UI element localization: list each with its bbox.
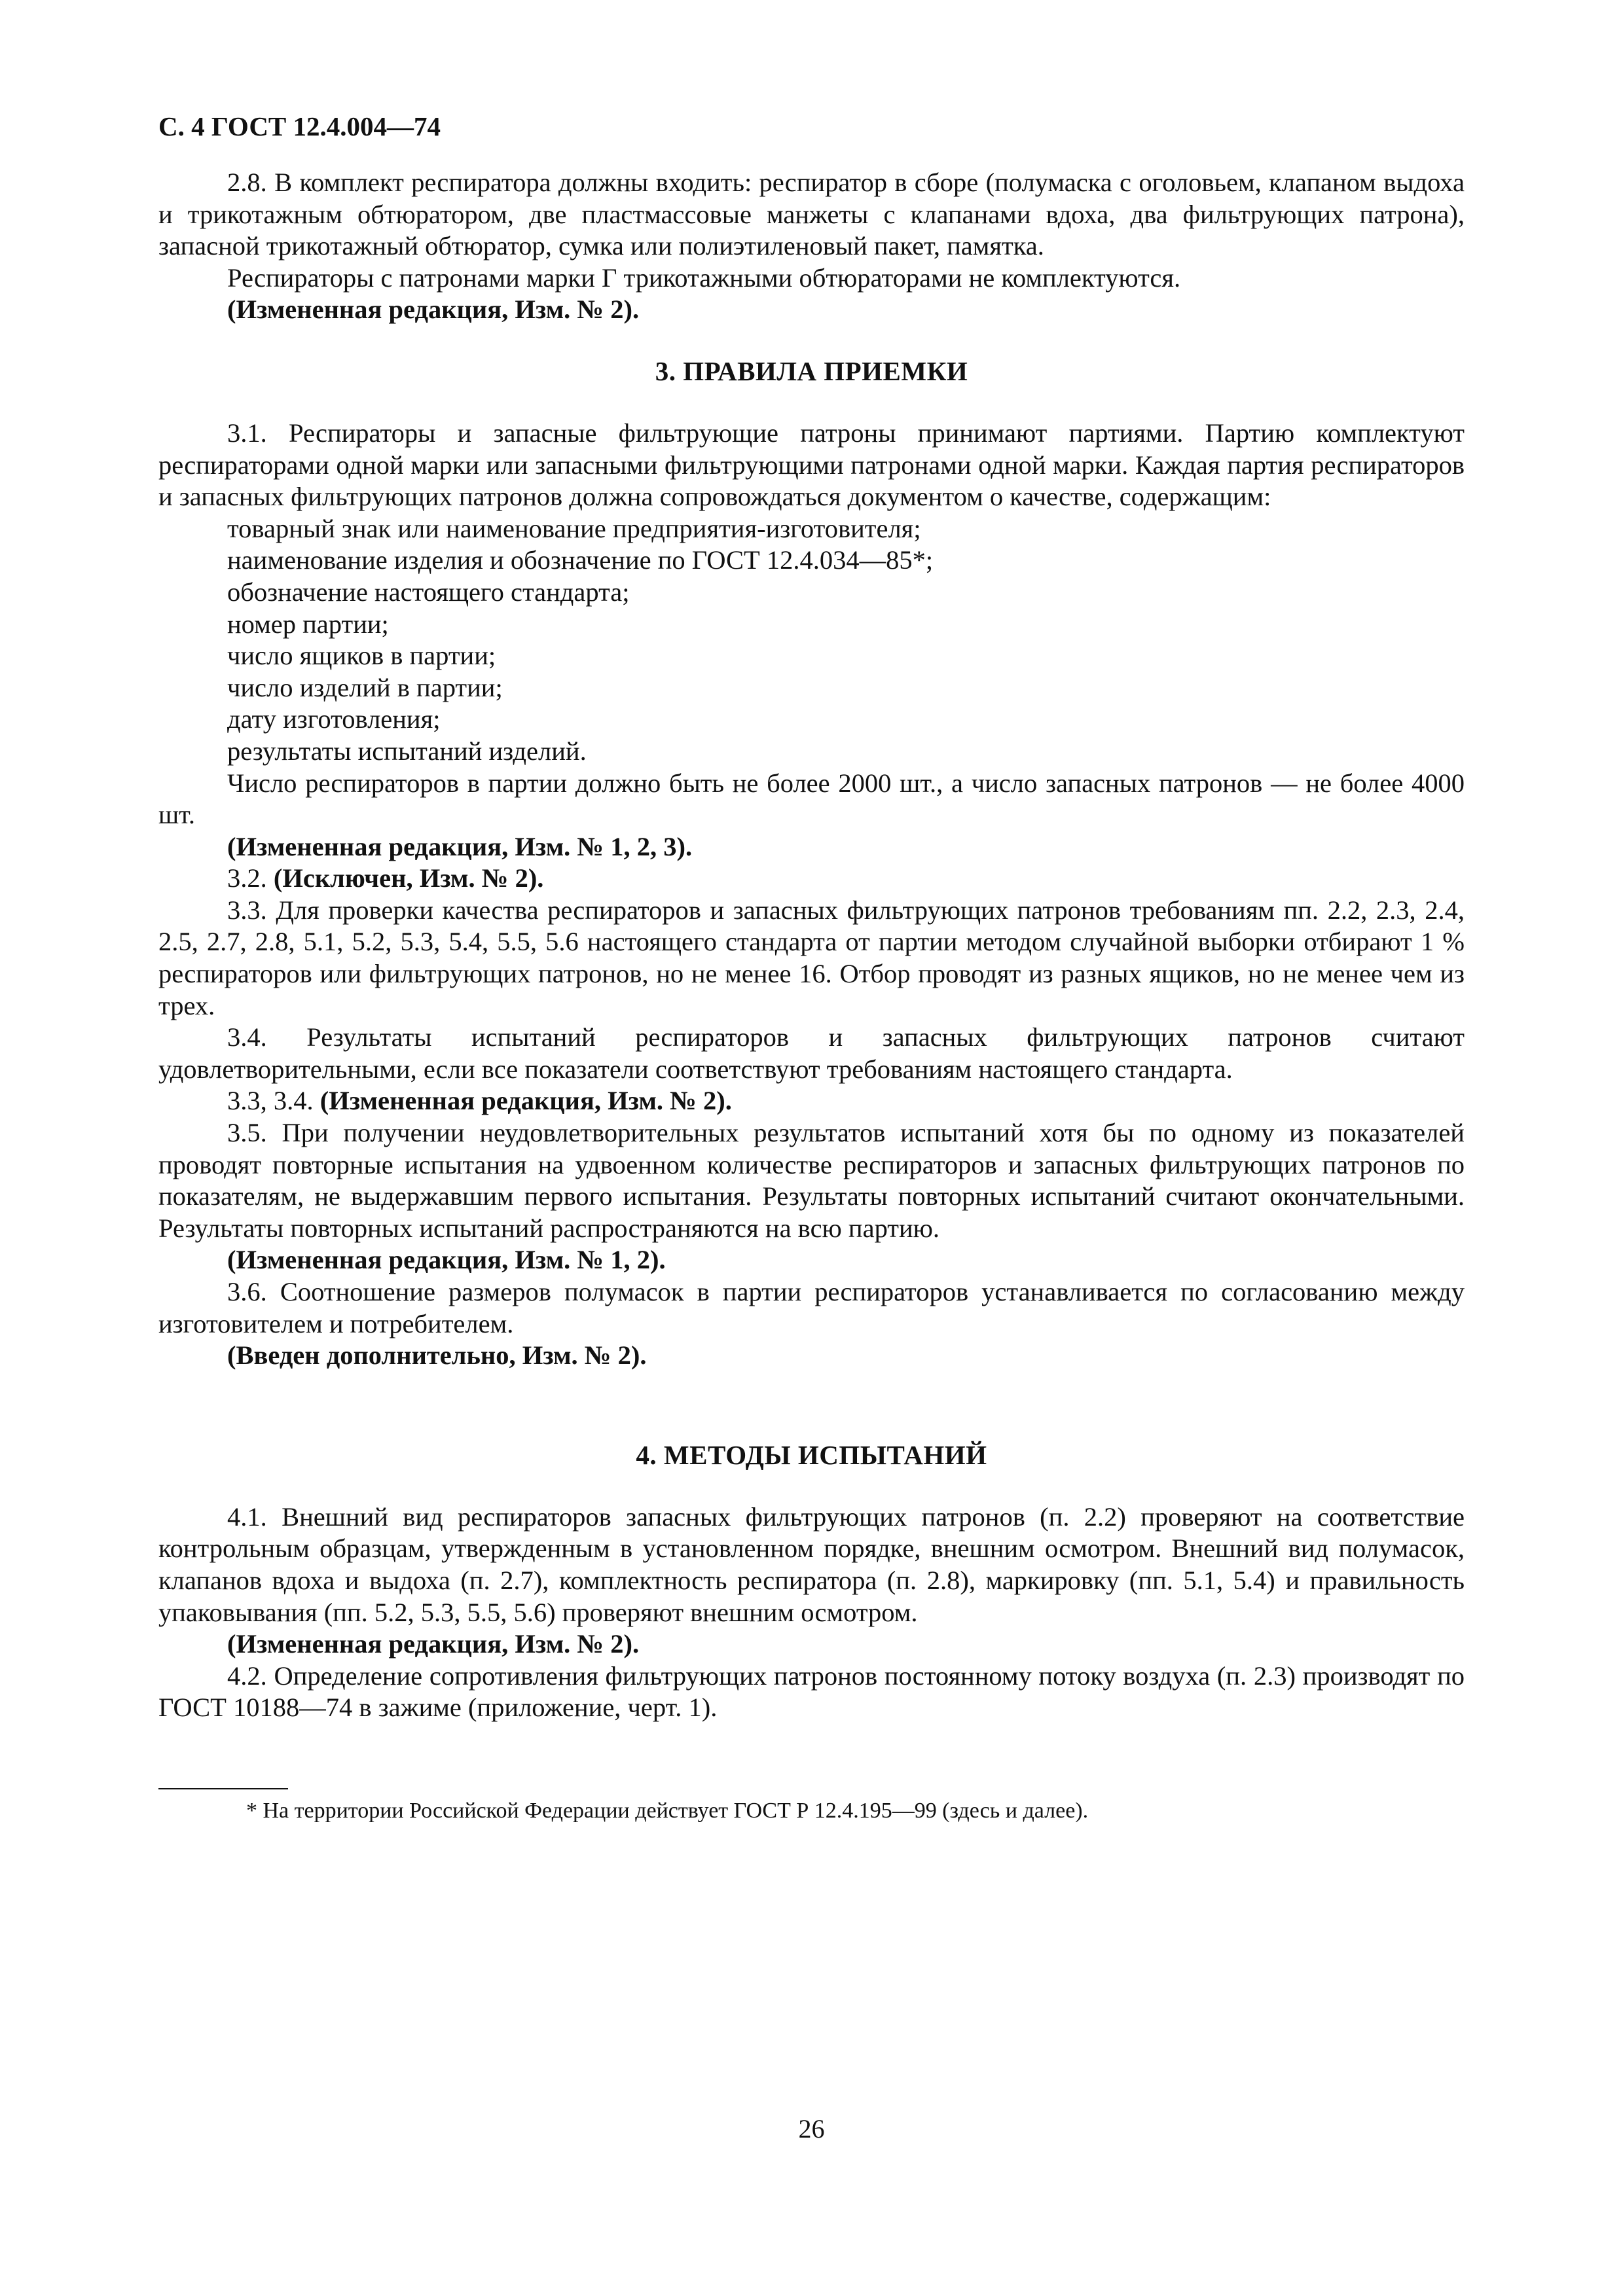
paragraph-2-8-note: Респираторы с патронами марки Г трикотажными обтюраторами не комплектуются. [227, 262, 1181, 293]
section-title-test-methods: 4. МЕТОДЫ ИСПЫТАНИЙ [636, 1439, 987, 1470]
amendment-note: (Измененная редакция, Изм. № 2). [227, 1629, 640, 1659]
amendment-note: (Введен дополнительно, Изм. № 2). [227, 1340, 647, 1371]
paragraph-3-6: 3.6. Соотношение размеров полумасок в партии респираторов устанавливается по согласованию между изготовителем и потребителем. [158, 1277, 1465, 1338]
list-item: наименование изделия и обозначение по ГОСТ 12.4.034—85*; [227, 545, 934, 575]
list-item: номер партии; [227, 609, 389, 639]
clause-number: 3.3, 3.4. [227, 1086, 314, 1116]
page-content [158, 108, 1465, 1826]
list-item: обозначение настоящего стандарта; [227, 577, 630, 607]
footnote: * На территории Российской Федерации действует ГОСТ Р 12.4.195—99 (здесь и далее). [246, 1798, 1089, 1823]
paragraph-2-8: 2.8. В комплект респиратора должны входить: респиратор в сборе (полумаска с оголовьем, клапаном выдоха и трикотажным обтюратором, две пластмассовые манжеты с клапанами вдоха, два фильтрующих патрона), запасной трикотажный обтюратор, сумка или полиэтиленовый пакет, памятка. [158, 168, 1465, 261]
footnote-divider [158, 1788, 288, 1789]
paragraph-4-1: 4.1. Внешний вид респираторов запасных фильтрующих патронов (п. 2.2) проверяют на соответствие контрольным образцам, утвержденным в установленном порядке, внешним осмотром. Внешний вид полумасок, клапанов вдоха и выдоха (п. 2.7), комплектность респиратора (п. 2.8), маркировку (пп. 5.1, 5.4) и правильность упаковывания (пп. 5.2, 5.3, 5.5, 5.6) проверяют внешним осмотром. [158, 1501, 1465, 1627]
paragraph-3-5: 3.5. При получении неудовлетворительных результатов испытаний хотя бы по одному из показателей проводят повторные испытания на удвоенном количестве респираторов и запасных фильтрующих патронов по показателям, не выдержавшим первого испытания. Результаты повторных испытаний считают окончательными. Результаты повторных испытаний распространяются на всю партию. [158, 1118, 1465, 1243]
list-item: товарный знак или наименование предприятия-изготовителя; [227, 513, 921, 543]
paragraph-3-3: 3.3. Для проверки качества респираторов и запасных фильтрующих патронов требованиям пп. 2.2, 2.3, 2.4, 2.5, 2.7, 2.8, 5.1, 5.2, 5.3, 5.4, 5.5, 5.6 настоящего стандарта от партии методом случайной выборки отбирают 1 % респираторов или фильтрующих патронов, но не менее 16. Отбор проводят из разных ящиков, но не менее чем из трех. [158, 895, 1465, 1020]
paragraph-3-3-3-4-amend [158, 1085, 1465, 1117]
paragraph-3-1: 3.1. Респираторы и запасные фильтрующие патроны принимают партиями. Партию комплектуют респираторами одной марки или запасными фильтрующими патронами одной марки. Каждая партия респираторов и запасных фильтрующих патронов должна сопровождаться документом о качестве, содержащим: [158, 418, 1465, 512]
amendment-note: (Исключен, Изм. № 2). [273, 863, 544, 893]
clause-number: 3.2. [227, 863, 267, 893]
amendment-note: (Измененная редакция, Изм. № 2). [319, 1086, 732, 1116]
list-item: число ящиков в партии; [227, 641, 496, 671]
amendment-note: (Измененная редакция, Изм. № 1, 2). [227, 1245, 666, 1275]
paragraph-3-2 [158, 863, 1465, 895]
amendment-note: (Измененная редакция, Изм. № 2). [227, 295, 640, 325]
paragraph-4-2: 4.2. Определение сопротивления фильтрующих патронов постоянному потоку воздуха (п. 2.3) производят по ГОСТ 10188—74 в зажиме (приложение, черт. 1). [158, 1660, 1465, 1723]
paragraph-3-4: 3.4. Результаты испытаний респираторов и запасных фильтрующих патронов считают удовлетворительными, если все показатели соответствуют требованиям настоящего стандарта. [158, 1022, 1465, 1084]
amendment-note: (Измененная редакция, Изм. № 1, 2, 3). [227, 831, 693, 861]
running-head: С. 4 ГОСТ 12.4.004—74 [158, 111, 441, 141]
page-number: 26 [798, 2114, 825, 2144]
list-item: результаты испытаний изделий. [227, 736, 587, 766]
section-title-acceptance-rules: 3. ПРАВИЛА ПРИЕМКИ [655, 355, 968, 386]
list-item: число изделий в партии; [227, 672, 503, 702]
paragraph-3-1-count: Число респираторов в партии должно быть не более 2000 шт., а число запасных патронов — не более 4000 шт. [158, 768, 1465, 830]
list-item: дату изготовления; [227, 704, 441, 734]
